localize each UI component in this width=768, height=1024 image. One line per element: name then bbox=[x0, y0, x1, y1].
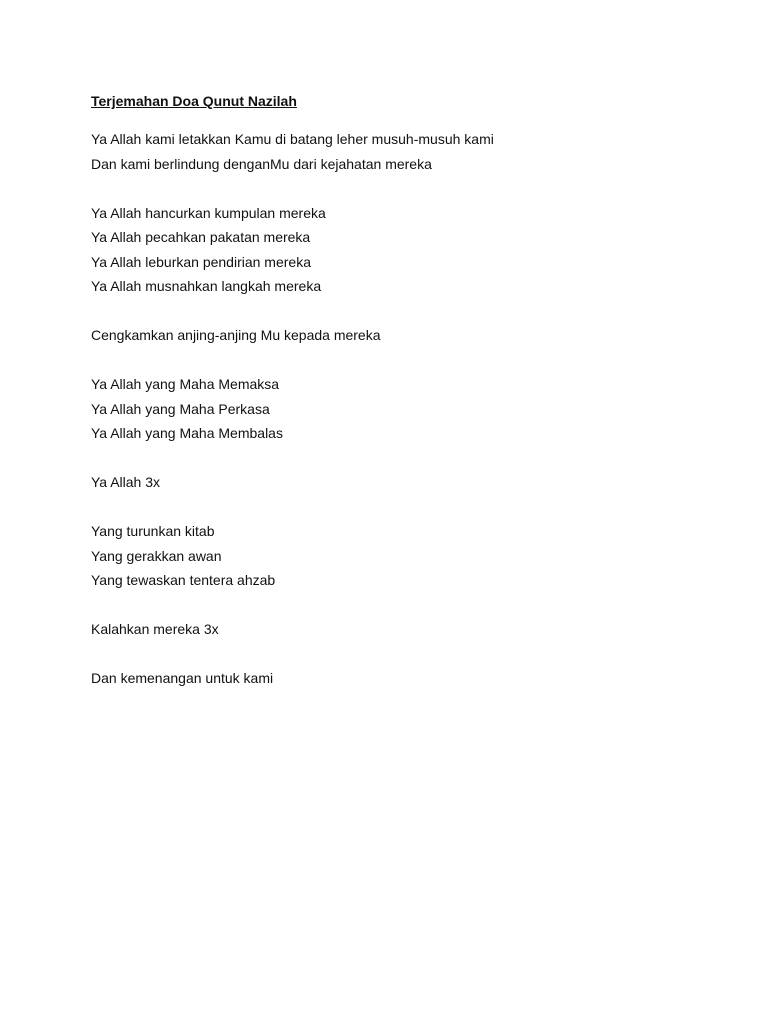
stanza bbox=[91, 372, 711, 446]
verse-line: Ya Allah musnahkan langkah mereka bbox=[91, 278, 322, 294]
verse-line: Ya Allah kami letakkan Kamu di batang leher musuh-musuh kami bbox=[91, 131, 494, 147]
verse-line: Kalahkan mereka 3x bbox=[91, 621, 219, 637]
verse-line: Ya Allah pecahkan pakatan mereka bbox=[91, 229, 311, 245]
stanza bbox=[91, 666, 711, 691]
verse-line: Yang turunkan kitab bbox=[91, 523, 215, 539]
document-title: Terjemahan Doa Qunut Nazilah bbox=[91, 93, 297, 109]
verse-line: Cengkamkan anjing-anjing Mu kepada mereka bbox=[91, 327, 381, 343]
verse-line: Yang tewaskan tentera ahzab bbox=[91, 572, 276, 588]
verse-line: Ya Allah yang Maha Perkasa bbox=[91, 400, 270, 417]
verse-line: Yang gerakkan awan bbox=[91, 547, 222, 564]
stanza bbox=[91, 201, 711, 299]
verse-line: Dan kami berlindung denganMu dari kejahatan mereka bbox=[91, 155, 432, 172]
verse-line: Ya Allah leburkan pendirian mereka bbox=[91, 253, 311, 270]
verse-line: Dan kemenangan untuk kami bbox=[91, 670, 274, 686]
stanza bbox=[91, 470, 711, 495]
verse-line: Ya Allah yang Maha Memaksa bbox=[91, 376, 280, 392]
stanza bbox=[91, 127, 711, 176]
verse-line: Ya Allah 3x bbox=[91, 474, 161, 490]
stanza bbox=[91, 519, 711, 593]
verse-line: Ya Allah yang Maha Membalas bbox=[91, 425, 283, 441]
stanza bbox=[91, 617, 711, 642]
verse-line: Ya Allah hancurkan kumpulan mereka bbox=[91, 204, 326, 221]
document-body bbox=[91, 91, 711, 715]
stanza bbox=[91, 323, 711, 348]
